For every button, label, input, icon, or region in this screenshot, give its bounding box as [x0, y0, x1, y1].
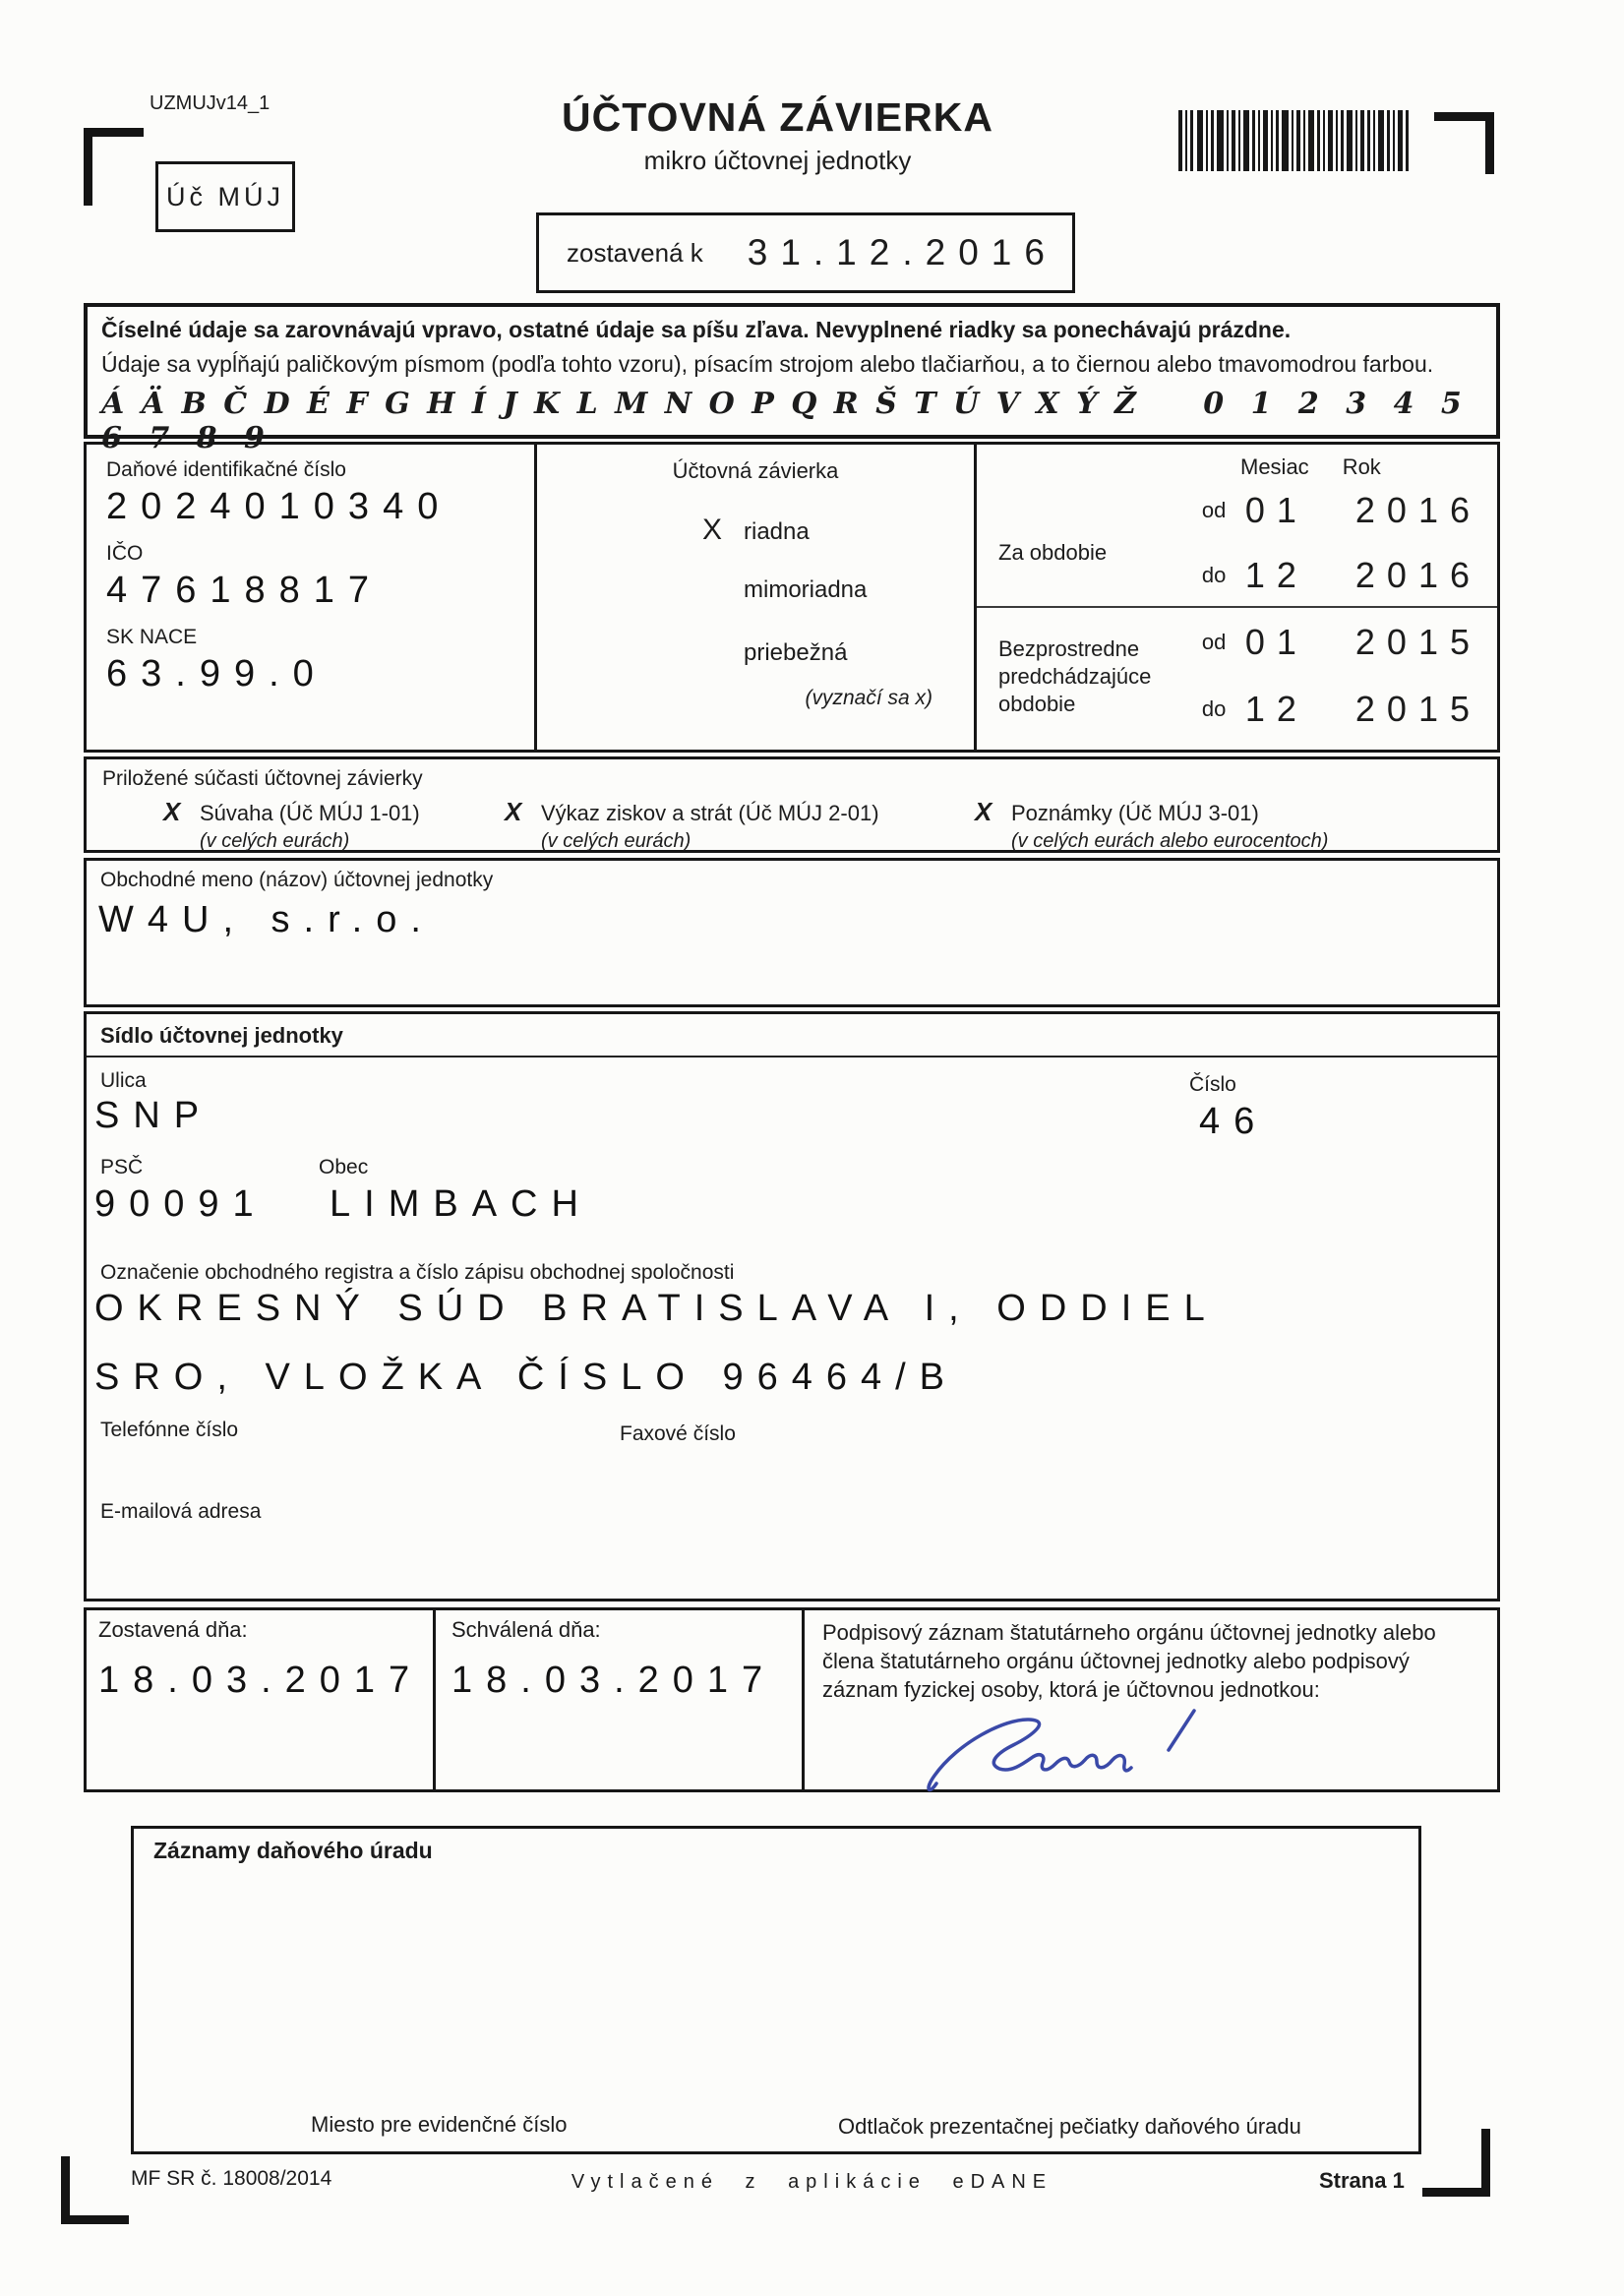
closing-option-priebezna-label: priebežná [744, 639, 848, 666]
seat-body [87, 1057, 1497, 1598]
from-prefix: od [1201, 498, 1227, 522]
current-period-label: Za obdobie [998, 540, 1108, 565]
approved-on-value: 18.03.2017 [451, 1660, 777, 1701]
instructions-box [84, 303, 1500, 455]
dates-signature-box [84, 1607, 1500, 1792]
street-number-value: 46 [1199, 1101, 1269, 1142]
tax-office-box [131, 1826, 1421, 2154]
dic-value: 2024010340 [106, 486, 452, 527]
form-id-badge-label: Úč MÚJ [166, 181, 284, 211]
business-name-box [84, 858, 1500, 1007]
specimen-digits: 0 1 2 3 4 5 6 7 8 9 [101, 387, 1467, 455]
tax-office-title: Záznamy daňového úradu [153, 1838, 433, 1863]
previous-to-month: 12 [1244, 689, 1308, 729]
month-column-label: Mesiac [1240, 454, 1309, 479]
psc-label: PSČ [100, 1156, 144, 1178]
handwritten-signature [921, 1705, 1245, 1795]
compiled-on-cell [87, 1610, 436, 1789]
municipality-label: Obec [319, 1156, 369, 1178]
to-prefix: do [1201, 563, 1227, 587]
compiled-date-box [536, 212, 1075, 293]
current-to-month: 12 [1244, 555, 1308, 595]
closing-option-priebezna [702, 639, 974, 673]
dic-label: Daňové identifikačné číslo [106, 458, 346, 481]
attachment-poznamky-label: Poznámky (Úč MÚJ 3-01) [1011, 801, 1259, 825]
ico-label: IČO [106, 542, 144, 565]
current-period-cell [977, 445, 1497, 608]
attachment-poznamky-note: (v celých eurách alebo eurocentoch) [1011, 830, 1329, 852]
presentation-stamp-label: Odtlačok prezentačnej pečiatky daňového úradu [838, 2114, 1301, 2139]
page-title: ÚČTOVNÁ ZÁVIERKA [562, 94, 993, 140]
business-name-value: W4U, s.r.o. [98, 899, 435, 940]
closing-type-column [537, 445, 977, 750]
page-number: Strana 1 [1319, 2168, 1405, 2193]
phone-label: Telefónne číslo [100, 1419, 239, 1441]
to-prefix: do [1201, 696, 1227, 721]
current-period-to-row [1202, 555, 1481, 596]
psc-value: 90091 [94, 1183, 268, 1225]
attachment-vykaz-note: (v celých eurách) [541, 830, 692, 852]
attachment-vykaz-mark: X [505, 797, 522, 826]
fax-label: Faxové číslo [620, 1422, 736, 1445]
previous-period-label: Bezprostredne predchádzajúce obdobie [998, 636, 1152, 716]
closing-option-riadna-label: riadna [744, 518, 810, 545]
sk-nace-label: SK NACE [106, 626, 198, 648]
sk-nace-value: 63.99.0 [106, 653, 328, 695]
street-label: Ulica [100, 1069, 147, 1092]
page-subtitle: mikro účtovnej jednotky [643, 146, 912, 175]
closing-option-mimoriadna-label: mimoriadna [744, 576, 868, 603]
evidence-number-label: Miesto pre evidenčné číslo [311, 2112, 568, 2137]
year-column-label: Rok [1342, 454, 1381, 479]
compiled-date-value: 31.12.2016 [747, 232, 1057, 272]
attachment-suvaha [163, 797, 505, 853]
seat-title: Sídlo účtovnej jednotky [87, 1014, 1497, 1057]
current-from-year: 2016 [1354, 490, 1481, 530]
previous-period-from-row [1202, 622, 1481, 663]
closing-option-riadna [702, 514, 974, 547]
previous-period-to-row [1202, 689, 1481, 730]
compiled-on-label: Zostavená dňa: [98, 1617, 248, 1642]
approved-on-cell [436, 1610, 805, 1789]
closing-type-title: Účtovná závierka [672, 458, 839, 483]
printed-from-note: Vytlačené z aplikácie eDANE [571, 2171, 1053, 2193]
attachment-suvaha-note: (v celých eurách) [200, 830, 350, 852]
periods-column [977, 445, 1497, 750]
attachments-row [102, 797, 1497, 853]
current-period-from-row [1202, 490, 1481, 531]
street-value: SNP [94, 1095, 213, 1136]
instructions-line-1: Číselné údaje sa zarovnávajú vpravo, ostatné údaje sa píšu zľava. Nevyplnené riadky sa ponechávajú prázdne. [101, 317, 1292, 342]
approved-on-label: Schválená dňa: [451, 1617, 601, 1642]
closing-option-mimoriadna [702, 576, 974, 610]
municipality-value: LIMBACH [330, 1183, 592, 1225]
identification-box [84, 442, 1500, 753]
form-version-code: UZMUJv14_1 [150, 92, 271, 114]
attachment-vykaz-label: Výkaz ziskov a strát (Úč MÚJ 2-01) [541, 801, 879, 825]
register-line-1: OKRESNÝ SÚD BRATISLAVA I, ODDIEL [94, 1288, 1219, 1329]
closing-note: (vyznačí sa x) [805, 687, 932, 709]
business-name-label: Obchodné meno (názov) účtovnej jednotky [100, 869, 494, 891]
register-line-2: SRO, VLOŽKA ČÍSLO 96464/B [94, 1357, 959, 1398]
compiled-on-value: 18.03.2017 [98, 1660, 424, 1701]
attachment-suvaha-label: Súvaha (Úč MÚJ 1-01) [200, 801, 420, 825]
current-from-month: 01 [1244, 490, 1308, 530]
attachments-box [84, 756, 1500, 853]
previous-from-month: 01 [1244, 622, 1308, 662]
specimen-letters: Á Ä B Č D É F G H Í J K L M N O P Q R Š T Ú V X Ý Ž [101, 387, 1138, 421]
closing-option-riadna-mark: X [702, 514, 723, 546]
attachment-vykaz [505, 797, 975, 853]
ico-value: 47618817 [106, 570, 384, 611]
street-number-label: Číslo [1189, 1073, 1236, 1096]
signature-label: Podpisový záznam štatutárneho orgánu účtovnej jednotky alebo člena štatutárneho orgánu účtovnej jednotky alebo podpisový záznam fyzickej osoby, ktorá je účtovnou jednotkou: [822, 1620, 1436, 1702]
attachment-suvaha-mark: X [163, 797, 181, 826]
previous-period-cell [977, 608, 1497, 750]
barcode-icon [1178, 110, 1414, 171]
email-label: E-mailová adresa [100, 1500, 262, 1523]
period-columns-header [1240, 454, 1381, 480]
seat-box [84, 1011, 1500, 1601]
attachment-poznamky [975, 797, 1328, 853]
attachment-poznamky-mark: X [975, 797, 992, 826]
compiled-date-label: zostavená k [567, 237, 703, 268]
form-number: MF SR č. 18008/2014 [131, 2167, 332, 2190]
instructions-line-2: Údaje sa vypĺňajú paličkovým písmom (podľa tohto vzoru), písacím strojom alebo tlačiarňou, a to čiernou alebo tmavomodrou farbou. [101, 351, 1434, 377]
attachments-title: Priložené súčasti účtovnej závierky [102, 767, 423, 790]
register-label: Označenie obchodného registra a číslo zápisu obchodnej spoločnosti [100, 1261, 735, 1284]
signature-cell [805, 1610, 1497, 1789]
from-prefix: od [1201, 630, 1227, 654]
identification-numbers-column [87, 445, 537, 750]
current-to-year: 2016 [1354, 555, 1481, 595]
previous-from-year: 2015 [1354, 622, 1481, 662]
previous-to-year: 2015 [1354, 689, 1481, 729]
